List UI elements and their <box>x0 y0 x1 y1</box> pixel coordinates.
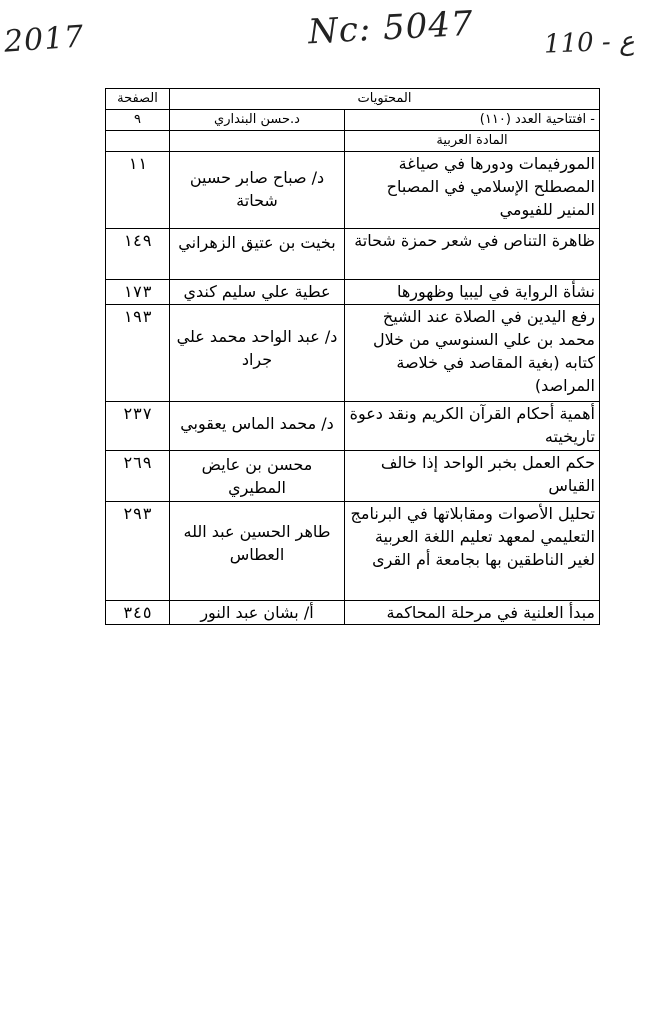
article-author: د.حسن البنداري <box>170 110 345 131</box>
table-row <box>106 601 600 625</box>
article-title: مبدأ العلنية في مرحلة المحاكمة <box>345 601 600 625</box>
table-row <box>106 131 600 152</box>
page-number: ١٤٩ <box>106 229 170 280</box>
page-number: ٢٦٩ <box>106 451 170 502</box>
handwritten-catalog-number: Nc: 5047 <box>307 3 475 53</box>
section-title: المادة العربية <box>345 131 600 152</box>
table-row <box>106 110 600 131</box>
table-row <box>106 305 600 402</box>
article-author: أ/ بشان عبد النور <box>170 601 345 625</box>
page-number: ١٧٣ <box>106 280 170 305</box>
table-row <box>106 152 600 229</box>
article-title: - افتتاحية العدد (١١٠) <box>345 110 600 131</box>
article-author: طاهر الحسين عبد الله العطاس <box>170 502 345 601</box>
article-author: د/ محمد الماس يعقوبي <box>170 402 345 451</box>
article-author: محسن بن عايض المطيري <box>170 451 345 502</box>
contents-table <box>105 88 600 625</box>
article-title: ظاهرة التناص في شعر حمزة شحاتة <box>345 229 600 280</box>
article-title: المورفيمات ودورها في صياغة المصطلح الإسلامي في المصباح المنير للفيومي <box>345 152 600 229</box>
table-row <box>106 402 600 451</box>
page-header: الصفحة <box>106 89 170 110</box>
page-number: ٩ <box>106 110 170 131</box>
page-number: ١٩٣ <box>106 305 170 402</box>
article-author: بخيت بن عتيق الزهراني <box>170 229 345 280</box>
page-number: ٢٩٣ <box>106 502 170 601</box>
page-number: ٢٣٧ <box>106 402 170 451</box>
article-title: نشأة الرواية في ليبيا وظهورها <box>345 280 600 305</box>
article-title: رفع اليدين في الصلاة عند الشيخ محمد بن علي السنوسي من خلال كتابه (بغية المقاصد في خلاصة المراصد) <box>345 305 600 402</box>
table-row <box>106 502 600 601</box>
page-number: ١١ <box>106 152 170 229</box>
article-author: عطية علي سليم كندي <box>170 280 345 305</box>
article-title: تحليل الأصوات ومقابلاتها في البرنامج التعليمي لمعهد تعليم اللغة العربية لغير الناطقين بها بجامعة أم القرى <box>345 502 600 601</box>
page-number: ٣٤٥ <box>106 601 170 625</box>
table-row <box>106 229 600 280</box>
contents-header: المحتويات <box>170 89 600 110</box>
table-header-row <box>106 89 600 110</box>
table-row <box>106 451 600 502</box>
page-number <box>106 131 170 152</box>
article-title: أهمية أحكام القرآن الكريم ونقد دعوة تاريخيته <box>345 402 600 451</box>
article-author: د/ صباح صابر حسين شحاتة <box>170 152 345 229</box>
table-row <box>106 280 600 305</box>
handwritten-year: 2017 <box>2 19 86 60</box>
article-author <box>170 131 345 152</box>
handwritten-issue-number: 110 - ع <box>543 26 635 60</box>
article-author: د/ عبد الواحد محمد علي جراد <box>170 305 345 402</box>
article-title: حكم العمل بخبر الواحد إذا خالف القياس <box>345 451 600 502</box>
